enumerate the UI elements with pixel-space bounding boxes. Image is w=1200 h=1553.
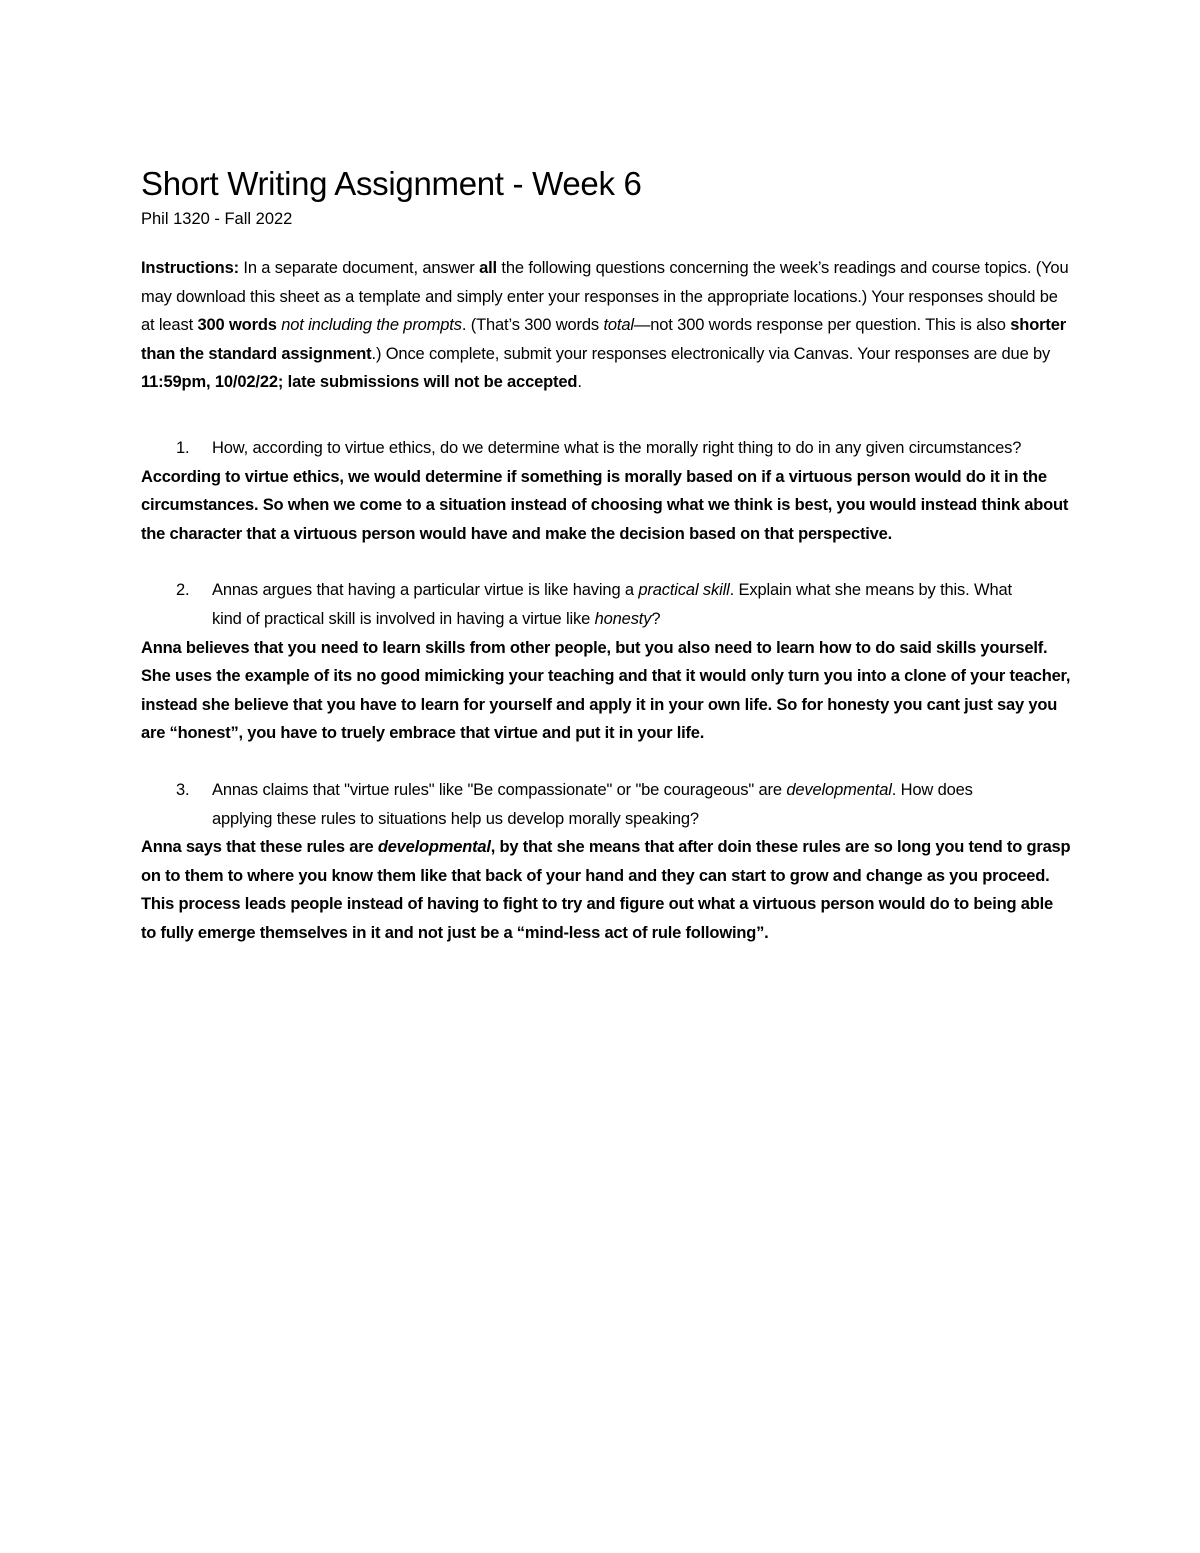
- instructions-text: the following questions concerning the week’s readings and course topics. (You may download this sheet as a template and simply enter your responses in the appropriate locations.) Your responses should be at least: [141, 259, 1069, 335]
- due-date: 11:59pm, 10/02/22; late submissions will not be accepted: [141, 373, 578, 392]
- question-emphasis: practical skill: [638, 581, 730, 600]
- answer-1: According to virtue ethics, we would determine if something is morally based on if a virtuous person would do it in the circumstances. So when we come to a situation instead of choosing what we think is best, you would instead think about the character that a virtuous person would have and make the decision based on that perspective.: [141, 467, 1069, 543]
- instructions-text: . (That’s 300 words: [461, 316, 604, 335]
- document-title: Short Writing Assignment - Week 6: [141, 165, 642, 202]
- question-prompt: How, according to virtue ethics, do we determine what is the morally right thing to do in any given circumstances?: [212, 438, 1022, 457]
- document-page: [141, 164, 1071, 947]
- word-count-requirement: 300 words: [197, 316, 277, 335]
- instructions-emphasis: total: [603, 316, 634, 335]
- course-subtitle: Phil 1320 - Fall 2022: [141, 210, 293, 228]
- question-1: [141, 434, 1071, 463]
- question-number: 1.: [176, 438, 190, 457]
- question-emphasis: honesty: [594, 609, 652, 628]
- instructions-text: —not 300 words response per question. This is also: [633, 316, 1011, 335]
- question-2: [141, 576, 1071, 633]
- instructions-label: Instructions:: [141, 259, 239, 277]
- question-prompt: Annas argues that having a particular virtue is like having a practical skill. Explain what she means by this. What kind of practical skill is involved in having a virtue like honesty?: [212, 581, 1012, 628]
- question-prompt: Annas claims that "virtue rules" like "Be compassionate" or "be courageous" are developmental. How does applying these rules to situations help us develop morally speaking?: [212, 780, 973, 828]
- instructions-emphasis: not including the prompts: [281, 316, 462, 335]
- question-number: 3.: [176, 780, 190, 799]
- answer-emphasis: developmental: [377, 838, 491, 857]
- instructions-emphasis: all: [479, 259, 497, 277]
- answer-2: Anna believes that you need to learn skills from other people, but you also need to learn how to do said skills yourself. She uses the example of its no good mimicking your teaching and that it would only turn you into a clone of your teacher, instead she believe that you have to learn for yourself and apply it in your own life. So for honesty you cant just say you are “honest”, you have to truely embrace that virtue and put it in your life.: [141, 638, 1071, 743]
- question-emphasis: developmental: [786, 780, 892, 799]
- question-number: 2.: [176, 581, 190, 600]
- instructions-paragraph: Instructions: In a separate document, answer all the following questions concerning the week’s readings and course topics. (You may download this sheet as a template and simply enter your responses in the appropriate locations.) Your responses should be at least 300 words not including the prompts. (That’s 300 words total—not 300 words response per question. This is also shorter than the standard assignment.) Once complete, submit your responses electronically via Canvas. Your responses are due by 11:59pm, 10/02/22; late submissions will not be accepted.: [141, 259, 1069, 392]
- instructions-emphasis: shorter than the standard assignment: [141, 316, 1067, 363]
- instructions-text: In a separate document, answer: [238, 259, 480, 277]
- instructions-text: .) Once complete, submit your responses electronically via Canvas. Your responses are due by: [371, 344, 1051, 363]
- question-3: [141, 776, 1071, 833]
- answer-3: Anna says that these rules are developmental, by that she means that after doin these rules are so long you tend to grasp on to them to where you know them like that back of your hand and they can start to grow and change as you proceed. This process leads people instead of having to fight to try and figure out what a virtuous person would do to being able to fully emerge themselves in it and not just be a “mind-less act of rule following”.: [141, 838, 1071, 942]
